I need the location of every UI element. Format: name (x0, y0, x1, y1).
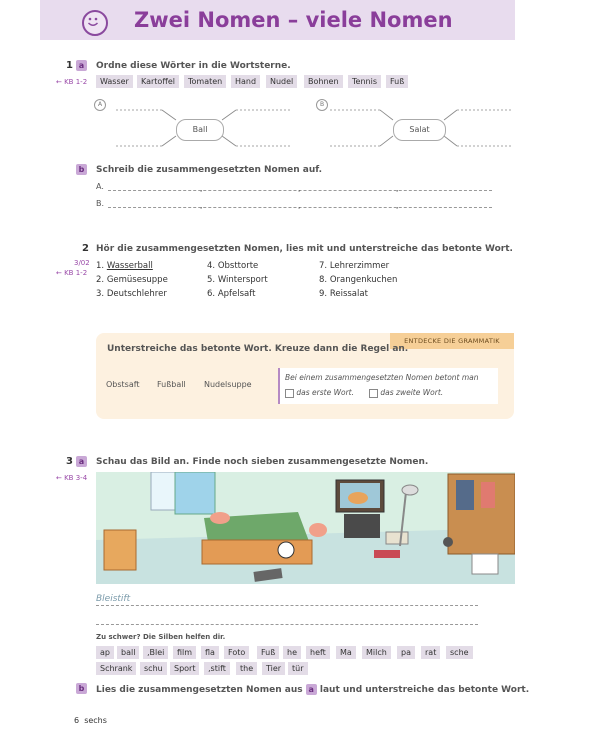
syllable-chip: Foto (224, 646, 249, 659)
word-chip: Kartoffel (137, 75, 179, 88)
comma: , (200, 184, 203, 193)
exercise-3a-instruction: Schau das Bild an. Finde noch sieben zusammengesetzte Nomen. (96, 457, 429, 467)
kb-2-text: KB 1-2 (64, 269, 88, 277)
syllable-chip: he (283, 646, 301, 659)
exercise-1a-instruction: Ordne diese Wörter in die Wortsterne. (96, 61, 291, 71)
item-word: Deutschlehrer (106, 289, 167, 299)
kb-1a-text: KB 1-2 (64, 78, 88, 86)
item-number: 5. (207, 275, 216, 285)
word-chip: Fuß (386, 75, 408, 88)
star-a-center: Ball (176, 119, 224, 141)
grammar-word: Nudelsuppe (204, 380, 252, 389)
syllable-chip: fla (201, 646, 219, 659)
list-item (207, 275, 268, 285)
exercise-2-instruction: Hör die zusammengesetzten Nomen, lies mit und unterstreiche das betonte Wort. (96, 244, 513, 254)
checkbox-second[interactable] (369, 389, 378, 398)
syllable-chip: schu (140, 662, 167, 675)
item-number: 9. (319, 289, 328, 299)
comma: , (298, 184, 301, 193)
example-answer: Bleistift (96, 594, 131, 604)
exercise-3-number: 3 (66, 456, 73, 467)
exercise-2-number: 2 (82, 243, 89, 254)
list-item (319, 261, 389, 271)
item-word: Apfelsaft (217, 289, 256, 299)
item-word: Orangenkuchen (329, 275, 398, 285)
word-chip: Wasser (96, 75, 133, 88)
item-word: Obsttorte (217, 261, 259, 271)
syllable-chip: Ma (336, 646, 356, 659)
rule-option-2[interactable] (369, 388, 443, 398)
answer-line-1[interactable] (96, 605, 478, 606)
star-b-center: Salat (393, 119, 446, 141)
syllable-chip: the (236, 662, 257, 675)
grammar-tab: ENTDECKE DIE GRAMMATIK (390, 333, 514, 349)
list-item (319, 289, 368, 299)
track-number: 3/02 (74, 259, 90, 267)
item-word: Lehrerzimmer (329, 261, 390, 271)
comma: , (298, 201, 301, 210)
item-number: 7. (319, 261, 328, 271)
item-number: 2. (96, 275, 105, 285)
item-number: 8. (319, 275, 328, 285)
comma: , (200, 201, 203, 210)
exercise-1b-tag: b (76, 164, 87, 175)
item-number: 1. (96, 261, 105, 271)
exercise-3a-tag: a (76, 456, 87, 467)
syllable-chip: ball (117, 646, 139, 659)
item-number: 4. (207, 261, 216, 271)
item-number: 6. (207, 289, 216, 299)
checkbox-first[interactable] (285, 389, 294, 398)
word-stars-lines (90, 96, 515, 158)
instruction-3b-pre: Lies die zusammengesetzten Nomen aus (96, 685, 303, 695)
syllable-chip: film (173, 646, 196, 659)
kb-reference-3: ← KB 3-4 (56, 474, 88, 482)
syllable-chip: pa (397, 646, 415, 659)
list-item (319, 275, 397, 285)
syllable-chip: rat (421, 646, 440, 659)
line-b-label: B. (96, 199, 105, 208)
word-chip: Tennis (348, 75, 381, 88)
item-word: Gemüsesuppe (106, 275, 168, 285)
help-text: Zu schwer? Die Silben helfen dir. (96, 633, 226, 641)
syllable-chip: Fuß (257, 646, 279, 659)
exercise-1b-instruction: Schreib die zusammengesetzten Nomen auf. (96, 165, 323, 175)
item-number: 3. (96, 289, 105, 299)
rule-text: Bei einem zusammengesetzten Nomen betont man (285, 373, 479, 382)
star-a-label: A (94, 99, 106, 111)
list-item (96, 289, 167, 299)
exercise-3b-instruction (96, 684, 529, 695)
list-item (96, 275, 168, 285)
word-chip: Nudel (266, 75, 297, 88)
list-item (207, 261, 258, 271)
comma: , (396, 201, 399, 210)
grammar-instruction: Unterstreiche das betonte Wort. Kreuze dann die Regel an. (107, 344, 409, 354)
syllable-chip: Schrank (96, 662, 136, 675)
grammar-word: Obstsaft (106, 380, 140, 389)
word-chip: Hand (231, 75, 260, 88)
option-1-text: das erste Wort. (296, 388, 354, 397)
syllable-chip: ap (96, 646, 114, 659)
word-chip: Bohnen (304, 75, 343, 88)
option-2-text: das zweite Wort. (380, 388, 444, 397)
syllable-chip: sche (446, 646, 473, 659)
grammar-word: Fußball (157, 380, 186, 389)
page-title: Zwei Nomen – viele Nomen (134, 8, 453, 32)
kb-3-text: KB 3-4 (64, 474, 88, 482)
word-chip: Tomaten (184, 75, 226, 88)
item-word: Wasserball (106, 261, 153, 271)
syllable-chip: Milch (362, 646, 391, 659)
exercise-1a-tag: a (76, 60, 87, 71)
page-number-value: 6 (74, 716, 80, 725)
instruction-3b-post: laut und unterstreiche das betonte Wort. (319, 685, 530, 695)
kb-reference-1a: ← KB 1-2 (56, 78, 88, 86)
smiley-icon (82, 10, 108, 36)
syllable-chip: ‚stift (204, 662, 230, 675)
syllable-chip: Tier (262, 662, 285, 675)
syllable-chip: tür (288, 662, 308, 675)
kb-reference-2: ← KB 1-2 (56, 269, 88, 277)
list-item (96, 261, 153, 271)
answer-line-2[interactable] (96, 624, 478, 625)
page-number (74, 716, 107, 725)
list-item (207, 289, 255, 299)
exercise-3b-tag: b (76, 683, 87, 694)
item-word: Wintersport (217, 275, 268, 285)
line-a-label: A. (96, 182, 104, 191)
syllable-chip: heft (306, 646, 330, 659)
syllable-chip: Sport (170, 662, 199, 675)
instruction-3b-tag: a (306, 684, 317, 695)
syllable-chip: ‚Blei (143, 646, 168, 659)
comma: , (396, 184, 399, 193)
rule-option-1[interactable] (285, 388, 354, 398)
exercise-1-number: 1 (66, 60, 73, 71)
star-b-label: B (316, 99, 328, 111)
page-number-word: sechs (84, 716, 107, 725)
room-illustration (96, 472, 515, 584)
item-word: Reissalat (329, 289, 368, 299)
